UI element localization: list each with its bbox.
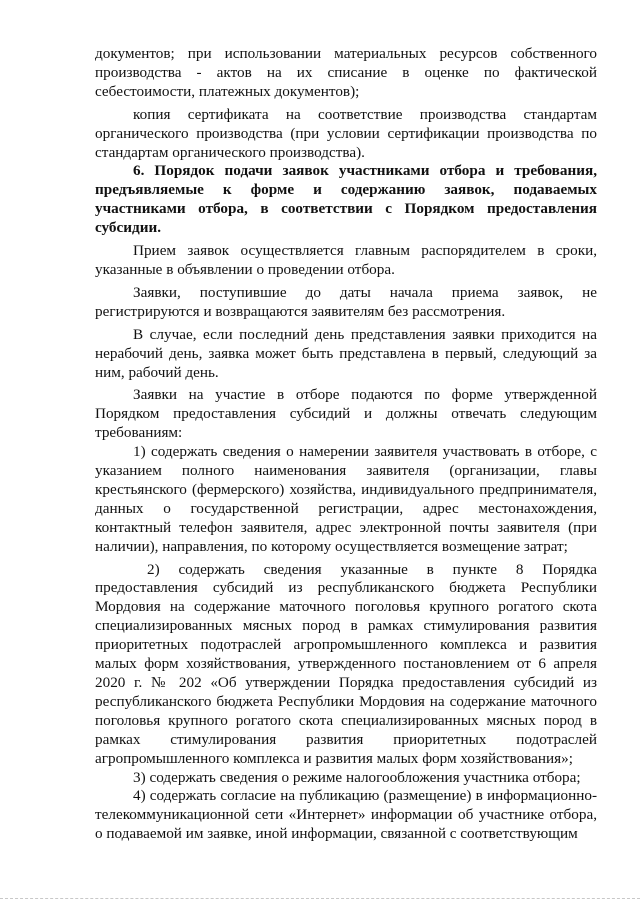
section-heading: 6. Порядок подачи заявок участниками отбора и требования, предъявляемые к форме и содержанию заявок, подаваемых участниками отбора, в соответствии с Порядком предоставления субсидии.	[95, 162, 597, 237]
paragraph-reception: Прием заявок осуществляется главным распорядителем в сроки, указанные в объявлении о проведении отбора.	[95, 242, 597, 278]
paragraph-early-applications: Заявки, поступившие до даты начала приема заявок, не регистрируются и возвращаются заявителям без рассмотрения.	[95, 283, 597, 320]
requirement-item-4: 4) содержать согласие на публикацию (размещение) в информационно-телекоммуникационной сети «Интернет» информации об участнике отбора, о подаваемой им заявке, иной информации, связанной с соответствующим	[95, 787, 597, 843]
paragraph-certificate: копия сертификата на соответствие производства стандартам органического производства (при условии сертификации производства по стандартам органического производства).	[95, 105, 597, 161]
paragraph-requirements-intro: Заявки на участие в отборе подаются по форме утвержденной Порядком предоставления субсидий и должны отвечать следующим требованиям:	[95, 386, 597, 442]
requirement-item-1: 1) содержать сведения о намерении заявителя участвовать в отборе, с указанием полного наименования заявителя (организации, главы крестьянского (фермерского) хозяйства, индивидуального предпринимателя, данных о государственной регистрации, адрес местонахождения, контактный телефон заявителя, адрес электронной почты заявителя (при наличии), направления, по которому осуществляется возмещение затрат;	[95, 443, 597, 555]
requirement-item-2: 2) содержать сведения указанные в пункте 8 Порядка предоставления субсидий из республиканского бюджета Республики Мордовия на содержание маточного поголовья крупного рогатого скота специализированных мясных пород в рамках стимулирования развития приоритетных подотраслей агропромышленного комплекса и развития малых форм хозяйствования, утвержденного постановлением от 6 апреля 2020 г. № 202 «Об утверждении Порядка предоставления субсидий из республиканского бюджета Республики Мордовия на содержание маточного поголовья крупного рогатого скота специализированных мясных пород в рамках стимулирования развития приоритетных подотраслей агропромышленного комплекса и развития малых форм хозяйствования»;	[95, 560, 597, 767]
page-bottom-divider	[0, 898, 640, 899]
paragraph-documents: документов; при использовании материальных ресурсов собственного производства - актов на их списание в оценке по фактической себестоимости, платежных документов);	[95, 45, 597, 100]
requirement-item-3: 3) содержать сведения о режиме налогообложения участника отбора;	[133, 768, 581, 786]
paragraph-non-working-day: В случае, если последний день представления заявки приходится на нерабочий день, заявка может быть представлена в первый, следующий за ним, рабочий день.	[95, 325, 597, 381]
document-body	[95, 45, 597, 844]
